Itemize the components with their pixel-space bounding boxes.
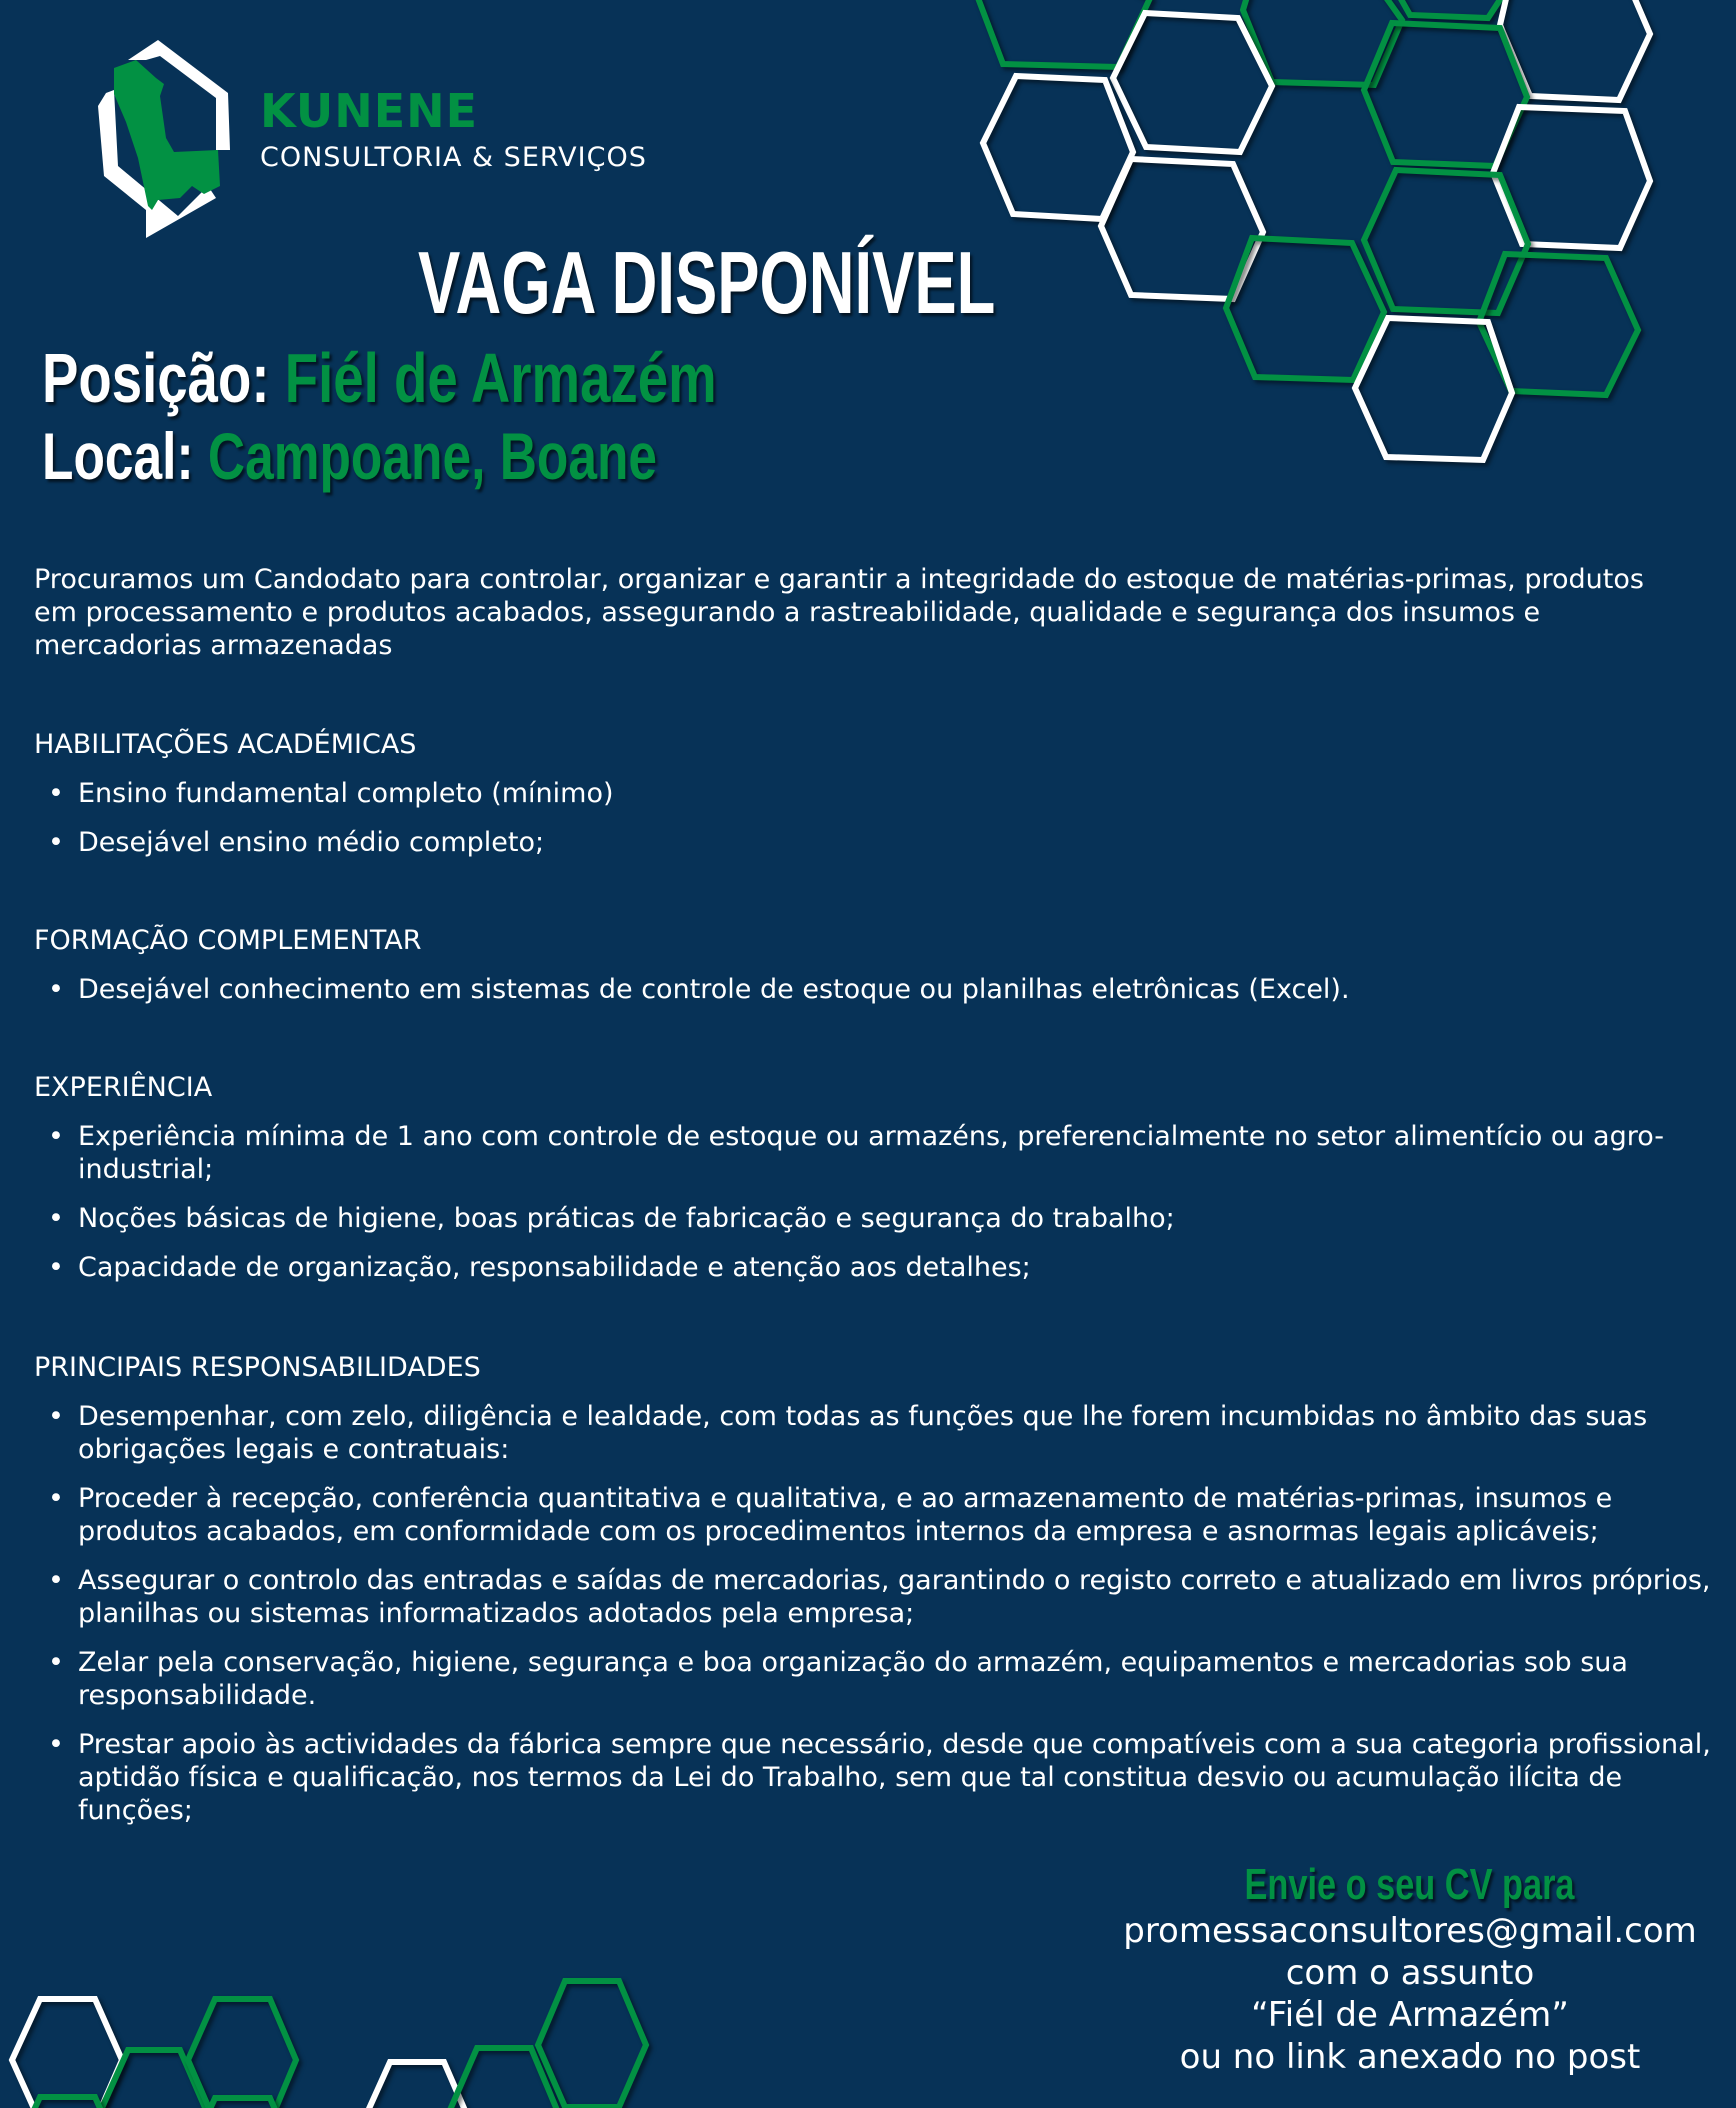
company-logo <box>68 38 238 238</box>
cta-subject: “Fiél de Armazém” <box>1251 1995 1569 2035</box>
location-label: Local: <box>42 419 194 493</box>
list-item: • Noções básicas de higiene, boas práticas de fabricação e segurança do trabalho; <box>34 1202 1694 1235</box>
list-item: • Capacidade de organização, responsabilidade e atenção aos detalhes; <box>34 1251 1694 1284</box>
list-item: • Prestar apoio às actividades da fábrica sempre que necessário, desde que compatíveis com a sua categoria profissional, aptidão física e qualificação, nos termos da Lei do Trabalho, sem que tal constitua desvio ou acumulação ilícita de funções; <box>34 1728 1724 1827</box>
cta-line-link: ou no link anexado no post <box>1179 2037 1641 2077</box>
section-heading: FORMAÇÃO COMPLEMENTAR <box>34 925 422 956</box>
brand-name: KUNENE <box>260 84 479 138</box>
intro-paragraph: Procuramos um Candodato para controlar, organizar e garantir a integridade do estoque de matérias-primas, produtos em processamento e produtos acabados, assegurando a rastreabilidade, qualidade e segurança dos insumos e mercadorias armazenadas <box>34 564 1644 661</box>
position-value: Fiél de Armazém <box>284 339 717 417</box>
page-title: VAGA DISPONÍVEL <box>418 233 996 332</box>
brand-tagline: CONSULTORIA & SERVIÇOS <box>260 142 647 173</box>
position-line <box>42 338 717 418</box>
cta-line-subject-intro: com o assunto <box>1285 1953 1535 1993</box>
apply-call-to-action <box>1080 1860 1736 2078</box>
position-label: Posição: <box>42 339 270 417</box>
section-heading: HABILITAÇÕES ACADÉMICAS <box>34 729 417 760</box>
list-item: • Proceder à recepção, conferência quantitativa e qualitativa, e ao armazenamento de matérias-primas, insumos e produtos acabados, em conformidade com os procedimentos internos da empresa e asnormas legais aplicáveis; <box>34 1482 1724 1548</box>
contact-email[interactable]: promessaconsultores@gmail.com <box>1123 1911 1697 1951</box>
section-training <box>34 924 1694 1022</box>
list-item: • Desejável conhecimento em sistemas de controle de estoque ou planilhas eletrônicas (Excel). <box>34 973 1694 1006</box>
list-item: • Assegurar o controlo das entradas e saídas de mercadorias, garantindo o registo correto e atualizado em livros próprios, planilhas ou sistemas informatizados adotados pela empresa; <box>34 1564 1724 1630</box>
section-heading: PRINCIPAIS RESPONSABILIDADES <box>34 1352 481 1383</box>
list-item: • Ensino fundamental completo (mínimo) <box>34 777 1694 810</box>
list-item: • Desejável ensino médio completo; <box>34 826 1694 859</box>
location-line <box>42 418 657 494</box>
list-item: • Desempenhar, com zelo, diligência e lealdade, com todas as funções que lhe forem incumbidas no âmbito das suas obrigações legais e contratuais: <box>34 1400 1724 1466</box>
kunene-logo-icon <box>68 38 238 238</box>
location-value: Campoane, Boane <box>207 419 658 493</box>
section-academic <box>34 728 1694 875</box>
section-responsibilities <box>34 1351 1724 1843</box>
section-heading: EXPERIÊNCIA <box>34 1072 213 1103</box>
cta-heading: Envie o seu CV para <box>1245 1860 1575 1909</box>
section-experience <box>34 1071 1694 1300</box>
list-item: • Zelar pela conservação, higiene, segurança e boa organização do armazém, equipamentos e mercadorias sob sua responsabilidade. <box>34 1646 1724 1712</box>
list-item: • Experiência mínima de 1 ano com controle de estoque ou armazéns, preferencialmente no setor alimentício ou agro-industrial; <box>34 1120 1694 1186</box>
